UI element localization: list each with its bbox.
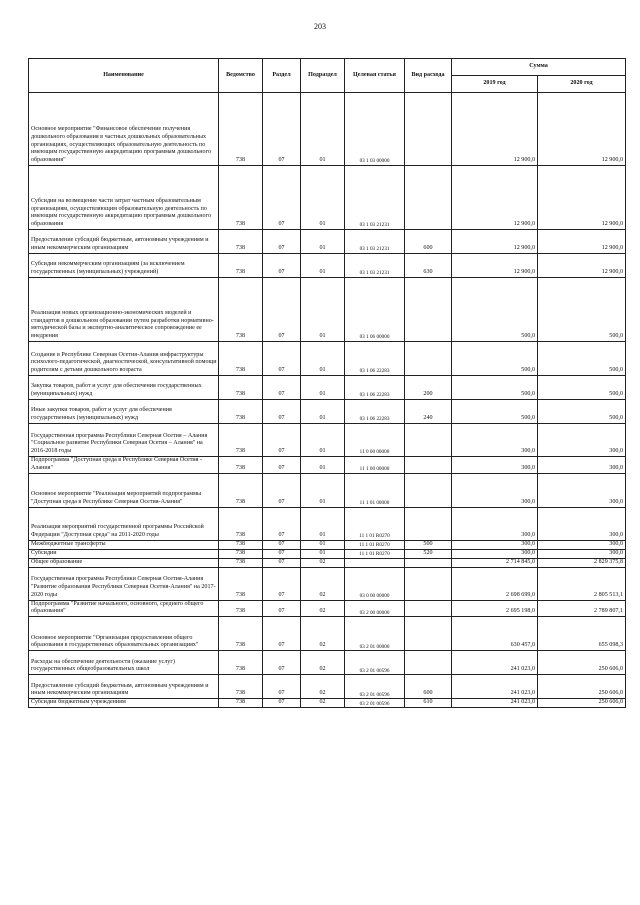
row-razdel: 07 (263, 600, 301, 617)
row-sum-2019: 241 023,0 (452, 651, 538, 675)
row-tselevaya: 03 2 01 00596 (345, 699, 405, 708)
row-name: Субсидии бюджетным учреждениям (29, 699, 219, 708)
table-row (29, 507, 626, 540)
row-name: Государственная программа Республики Северная Осетия – Алания "Социальное развитие Республики Северная Осетия – Алания" на 2016-2018 годы (29, 424, 219, 457)
row-razdel: 07 (263, 473, 301, 507)
row-tselevaya: 03 2 01 00000 (345, 617, 405, 651)
row-sum-2019: 300,0 (452, 457, 538, 474)
row-sum-2020: 250 606,0 (538, 651, 626, 675)
row-podrazdel: 01 (301, 424, 345, 457)
row-name: Основное мероприятие "Финансовое обеспечение получения дошкольного образования в частных дошкольных образовательных организациях, осуществляющих образовательную деятельность по имеющим государственную аккредитацию программам дошкольного образования" (29, 93, 219, 166)
row-vid (405, 457, 452, 474)
row-vid (405, 617, 452, 651)
row-tselevaya: 11 1 01 00000 (345, 473, 405, 507)
table-row (29, 457, 626, 474)
row-sum-2020: 12 900,0 (538, 230, 626, 254)
row-sum-2020: 2 805 513,1 (538, 567, 626, 600)
row-vid (405, 342, 452, 376)
row-tselevaya: 03 0 00 00000 (345, 567, 405, 600)
row-sum-2019: 500,0 (452, 400, 538, 424)
table-row (29, 473, 626, 507)
row-podrazdel: 02 (301, 675, 345, 699)
row-vedomstvo: 738 (219, 376, 263, 400)
page-number: 203 (314, 22, 326, 31)
table-row (29, 230, 626, 254)
row-vid (405, 651, 452, 675)
row-sum-2020: 300,0 (538, 473, 626, 507)
row-podrazdel: 02 (301, 567, 345, 600)
row-tselevaya: 11 1 01 R0270 (345, 507, 405, 540)
row-razdel: 07 (263, 567, 301, 600)
table-header (29, 59, 626, 93)
row-tselevaya: 03 2 01 00596 (345, 675, 405, 699)
row-sum-2020: 500,0 (538, 278, 626, 342)
row-podrazdel: 02 (301, 617, 345, 651)
row-vedomstvo: 738 (219, 93, 263, 166)
row-name: Закупка товаров, работ и услуг для обеспечения государственных (муниципальных) нужд (29, 376, 219, 400)
row-tselevaya: 03 1 06 22283 (345, 342, 405, 376)
row-name: Основное мероприятие "Реализация мероприятий подпрограммы "Доступная среда в Республике Северная Осетия-Алания" (29, 473, 219, 507)
row-sum-2020: 655 098,3 (538, 617, 626, 651)
row-razdel: 07 (263, 549, 301, 558)
table-row (29, 558, 626, 567)
row-tselevaya: 11 1 01 R0270 (345, 540, 405, 549)
row-vid: 600 (405, 675, 452, 699)
row-tselevaya: 03 1 06 00000 (345, 278, 405, 342)
row-tselevaya: 03 1 03 21231 (345, 230, 405, 254)
row-tselevaya: 03 1 03 21231 (345, 254, 405, 278)
row-sum-2019: 300,0 (452, 540, 538, 549)
row-sum-2019: 500,0 (452, 278, 538, 342)
row-podrazdel: 02 (301, 651, 345, 675)
row-sum-2019: 12 900,0 (452, 230, 538, 254)
row-vid (405, 166, 452, 230)
row-razdel: 07 (263, 617, 301, 651)
header-podrazdel: Подраздел (301, 59, 345, 93)
row-vedomstvo: 738 (219, 473, 263, 507)
row-vid (405, 424, 452, 457)
table-row (29, 400, 626, 424)
row-tselevaya: 11 0 00 00000 (345, 424, 405, 457)
row-razdel: 07 (263, 376, 301, 400)
row-name: Основное мероприятие "Организация предоставления общего образования в государственных образовательных организациях" (29, 617, 219, 651)
row-sum-2019: 500,0 (452, 342, 538, 376)
row-vedomstvo: 738 (219, 254, 263, 278)
row-podrazdel: 01 (301, 400, 345, 424)
row-vedomstvo: 738 (219, 617, 263, 651)
row-sum-2019: 2 698 699,0 (452, 567, 538, 600)
row-sum-2020: 12 900,0 (538, 166, 626, 230)
row-razdel: 07 (263, 400, 301, 424)
row-podrazdel: 01 (301, 507, 345, 540)
table-row (29, 342, 626, 376)
row-razdel: 07 (263, 342, 301, 376)
row-razdel: 07 (263, 507, 301, 540)
header-vedomstvo: Ведомство (219, 59, 263, 93)
table-row (29, 600, 626, 617)
row-podrazdel: 01 (301, 166, 345, 230)
row-tselevaya: 03 1 03 00000 (345, 93, 405, 166)
row-tselevaya: 03 2 01 00596 (345, 651, 405, 675)
row-razdel: 07 (263, 540, 301, 549)
row-podrazdel: 02 (301, 600, 345, 617)
header-2019: 2019 год (452, 76, 538, 93)
table-row (29, 617, 626, 651)
row-razdel: 07 (263, 651, 301, 675)
row-sum-2020: 300,0 (538, 457, 626, 474)
row-podrazdel: 01 (301, 549, 345, 558)
row-name: Создание в Республике Северная Осетия-Алания инфраструктуры психолого-педагогической, диагностической, консультативной помощи родителям с детьми дошкольного возраста (29, 342, 219, 376)
row-sum-2019: 241 023,0 (452, 675, 538, 699)
row-razdel: 07 (263, 93, 301, 166)
row-vedomstvo: 738 (219, 400, 263, 424)
row-sum-2019: 630 457,0 (452, 617, 538, 651)
row-name: Подпрограмма "Развитие начального, основного, среднего общего образования" (29, 600, 219, 617)
row-vedomstvo: 738 (219, 278, 263, 342)
row-sum-2020: 12 900,0 (538, 93, 626, 166)
row-name: Иные закупки товаров, работ и услуг для обеспечения государственных (муниципальных) нужд (29, 400, 219, 424)
row-podrazdel: 01 (301, 457, 345, 474)
row-sum-2019: 300,0 (452, 549, 538, 558)
row-razdel: 07 (263, 558, 301, 567)
table-row (29, 567, 626, 600)
header-vid: Вид расхода (405, 59, 452, 93)
table-row (29, 376, 626, 400)
table-row (29, 93, 626, 166)
row-name: Субсидии на возмещение части затрат частным образовательным организациям, осуществляющим образовательную деятельность по имеющим государственную аккредитацию программам дошкольного образования (29, 166, 219, 230)
row-tselevaya: 03 2 00 00000 (345, 600, 405, 617)
row-vedomstvo: 738 (219, 166, 263, 230)
table-body (29, 93, 626, 708)
row-tselevaya: 03 1 06 22283 (345, 400, 405, 424)
row-sum-2020: 300,0 (538, 507, 626, 540)
row-sum-2020: 500,0 (538, 342, 626, 376)
row-vid: 630 (405, 254, 452, 278)
row-razdel: 07 (263, 166, 301, 230)
row-vedomstvo: 738 (219, 699, 263, 708)
row-vedomstvo: 738 (219, 457, 263, 474)
row-sum-2020: 300,0 (538, 540, 626, 549)
row-razdel: 07 (263, 278, 301, 342)
row-razdel: 07 (263, 230, 301, 254)
row-vid: 600 (405, 230, 452, 254)
row-podrazdel: 01 (301, 93, 345, 166)
row-vid: 240 (405, 400, 452, 424)
row-name: Государственная программа Республики Северная Осетия-Алания "Развитие образования Республики Северная Осетия-Алания" на 2017-2020 годы (29, 567, 219, 600)
header-2020: 2020 год (538, 76, 626, 93)
row-sum-2019: 300,0 (452, 424, 538, 457)
row-razdel: 07 (263, 424, 301, 457)
row-tselevaya: 11 1 00 00000 (345, 457, 405, 474)
row-podrazdel: 01 (301, 540, 345, 549)
row-sum-2019: 2 714 845,0 (452, 558, 538, 567)
row-podrazdel: 01 (301, 254, 345, 278)
row-vid (405, 600, 452, 617)
row-sum-2019: 500,0 (452, 376, 538, 400)
row-vid: 200 (405, 376, 452, 400)
table-row (29, 549, 626, 558)
row-vid (405, 93, 452, 166)
table-row (29, 166, 626, 230)
row-vid (405, 278, 452, 342)
row-tselevaya (345, 558, 405, 567)
row-vedomstvo: 738 (219, 600, 263, 617)
row-name: Субсидии (29, 549, 219, 558)
row-vid (405, 567, 452, 600)
row-tselevaya: 11 1 01 R0270 (345, 549, 405, 558)
row-sum-2019: 12 900,0 (452, 93, 538, 166)
row-name: Общее образование (29, 558, 219, 567)
row-vedomstvo: 738 (219, 540, 263, 549)
row-sum-2020: 300,0 (538, 424, 626, 457)
row-vid (405, 507, 452, 540)
row-podrazdel: 02 (301, 699, 345, 708)
row-sum-2019: 300,0 (452, 473, 538, 507)
row-vid (405, 558, 452, 567)
row-podrazdel: 01 (301, 230, 345, 254)
row-name: Подпрограмма "Доступная среда в Республике Северная Осетия - Алания" (29, 457, 219, 474)
row-sum-2020: 500,0 (538, 376, 626, 400)
row-sum-2020: 300,0 (538, 549, 626, 558)
row-vedomstvo: 738 (219, 558, 263, 567)
row-podrazdel: 01 (301, 473, 345, 507)
row-tselevaya: 03 1 06 22283 (345, 376, 405, 400)
row-vedomstvo: 738 (219, 675, 263, 699)
row-sum-2019: 300,0 (452, 507, 538, 540)
row-razdel: 07 (263, 457, 301, 474)
header-summa: Сумма (452, 59, 626, 76)
row-sum-2020: 250 606,0 (538, 675, 626, 699)
table-row (29, 254, 626, 278)
row-razdel: 07 (263, 675, 301, 699)
row-sum-2020: 250 606,0 (538, 699, 626, 708)
row-vid: 520 (405, 549, 452, 558)
row-sum-2020: 12 900,0 (538, 254, 626, 278)
row-podrazdel: 01 (301, 278, 345, 342)
row-vid: 610 (405, 699, 452, 708)
row-sum-2019: 241 023,0 (452, 699, 538, 708)
row-sum-2019: 12 900,0 (452, 254, 538, 278)
row-vid (405, 473, 452, 507)
row-podrazdel: 01 (301, 376, 345, 400)
row-vedomstvo: 738 (219, 507, 263, 540)
row-name: Предоставление субсидий бюджетным, автономным учреждениям и иным некоммерческим организациям (29, 230, 219, 254)
header-name: Наименование (29, 59, 219, 93)
row-podrazdel: 01 (301, 342, 345, 376)
table-row (29, 540, 626, 549)
row-name: Субсидии некоммерческим организациям (за исключением государственных (муниципальных) учреждений) (29, 254, 219, 278)
row-vedomstvo: 738 (219, 424, 263, 457)
row-sum-2020: 500,0 (538, 400, 626, 424)
table-row (29, 278, 626, 342)
row-razdel: 07 (263, 254, 301, 278)
header-razdel: Раздел (263, 59, 301, 93)
row-vedomstvo: 738 (219, 567, 263, 600)
table-row (29, 675, 626, 699)
row-tselevaya: 03 1 03 21231 (345, 166, 405, 230)
table-row (29, 424, 626, 457)
row-sum-2020: 2 829 375,8 (538, 558, 626, 567)
row-razdel: 07 (263, 699, 301, 708)
row-vedomstvo: 738 (219, 651, 263, 675)
row-sum-2020: 2 789 807,1 (538, 600, 626, 617)
row-vedomstvo: 738 (219, 342, 263, 376)
row-vedomstvo: 738 (219, 549, 263, 558)
row-vedomstvo: 738 (219, 230, 263, 254)
row-vid: 500 (405, 540, 452, 549)
row-name: Реализация новых организационно-экономических моделей и стандартов в дошкольном образовании путем разработки нормативно-методической базы и экспертно-аналитическое сопровождение ее внедрения (29, 278, 219, 342)
row-name: Реализация мероприятий государственной программы Российской Федерации "Доступная среда" на 2011-2020 годы (29, 507, 219, 540)
table-row (29, 651, 626, 675)
row-sum-2019: 2 695 198,0 (452, 600, 538, 617)
table-row (29, 699, 626, 708)
row-name: Предоставление субсидий бюджетным, автономным учреждениям и иным некоммерческим организациям (29, 675, 219, 699)
row-name: Межбюджетные трансферты (29, 540, 219, 549)
budget-table (28, 58, 626, 708)
row-name: Расходы на обеспечение деятельности (оказание услуг) государственных общеобразовательных школ (29, 651, 219, 675)
header-tselevaya: Целевая статья (345, 59, 405, 93)
row-sum-2019: 12 900,0 (452, 166, 538, 230)
row-podrazdel: 02 (301, 558, 345, 567)
